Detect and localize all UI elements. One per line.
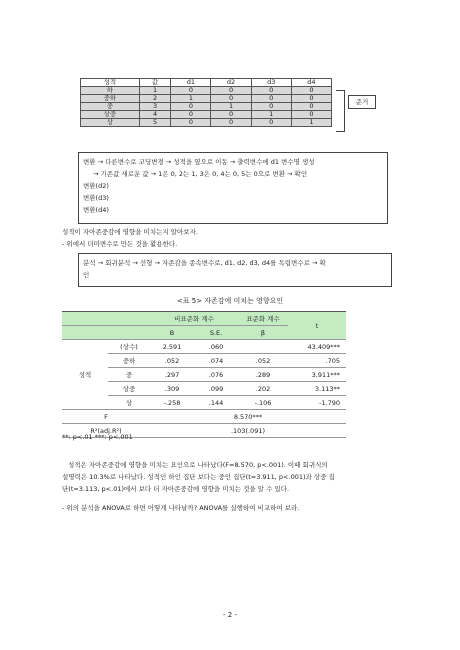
dummy-variable-table [80,78,332,127]
instruction-line: 변환 → 다른변수로 코딩변경 → 성적을 옆으로 이동 → 출력변수에 d1 변수명 생성 [83,158,315,166]
header-cell: B [150,326,194,340]
table-row [62,340,346,354]
row-label: F [62,410,150,424]
table-cell: 0 [291,111,331,119]
regression-table [62,311,346,438]
table-cell: .144 [194,396,238,410]
reference-label: 준거 [348,95,376,109]
row-label: R²(adj.R²) [62,424,150,438]
table-cell: 1 [251,111,291,119]
table-cell: 5 [139,119,171,127]
row-label: 상 [108,396,150,410]
table-cell: 4 [139,111,171,119]
table-cell: 3.113** [288,382,346,396]
header-cell: t [288,312,346,340]
table-cell: 2.591 [150,340,194,354]
table-row [81,111,332,119]
header-cell: d2 [211,79,251,87]
instruction-line: 변환(d3) [83,194,109,202]
table-cell: 중하 [81,95,140,103]
table-cell: 2 [139,95,171,103]
header-cell: d3 [251,79,291,87]
instruction-line: 인 [83,271,90,279]
interpretation-text [62,459,402,495]
table-cell: 중 [81,103,140,111]
table-cell: 0 [211,95,251,103]
table-cell: 0 [251,87,291,95]
table-header-row [62,312,346,326]
table-cell: .705 [288,354,346,368]
table-cell: -.106 [238,396,288,410]
row-label: (상수) [108,340,150,354]
table-cell: 8.570*** [150,410,346,424]
table-row [81,95,332,103]
header-cell: d4 [291,79,331,87]
instruction-line: → 기존값 새로운 값 → 1은 0, 2는 1, 3은 0, 4는 0, 5는 0으로 변환 → 확인 [93,170,308,178]
table-row [81,87,332,95]
table-caption: <표 5> 자존감에 미치는 영향요인 [176,297,284,305]
table-cell: .289 [238,368,288,382]
row-label: 중 [108,368,150,382]
interpretation-line: 성적은 자아존중감에 영향을 미치는 요인으로 나타났다(F=8.570, p<.001). 이때 회귀식의 [68,461,328,469]
row-label: 중하 [108,354,150,368]
table-cell: .060 [194,340,238,354]
question-text: - 위의 분석을 ANOVA로 하면 어떻게 나타날까? ANOVA를 실행하여 비교하여 보라. [62,504,300,512]
table-cell: 1 [171,95,211,103]
table-cell: 1 [291,119,331,127]
table-row [81,119,332,127]
table-cell: -1.790 [288,396,346,410]
intro-line: 성적이 자아존중감에 영향을 미치는지 알아보자. [62,228,198,236]
table-cell: 0 [171,111,211,119]
header-cell: 성적 [81,79,140,87]
table-cell: 0 [291,103,331,111]
header-cell: β [238,326,288,340]
table-cell: .103(.091) [150,424,346,438]
interpretation-line: 단(t=3.113, p<.01)에서 보다 더 자아존중감에 영향을 미치는 것을 알 수 있다. [62,485,290,493]
table-cell: 3.911*** [288,368,346,382]
table-cell: .074 [194,354,238,368]
intro-text [62,226,198,250]
table-cell: .099 [194,382,238,396]
instruction-line: 분석 → 회귀분석 → 선형 → 자존감을 종속변수로, d1, d2, d3, d4를 독립변수로 → 확 [83,259,326,267]
table-cell: 1 [211,103,251,111]
header-cell: 값 [139,79,171,87]
header-cell [62,326,150,340]
table-cell: 0 [211,119,251,127]
header-cell: S.E. [194,326,238,340]
table-cell: .052 [238,354,288,368]
table-cell: 0 [251,103,291,111]
page-number: - 2 - [223,611,237,619]
table-cell: 0 [171,103,211,111]
row-label: 상중 [108,382,150,396]
table-note: **: p<.01 ***: p<.001 [62,433,133,441]
table-cell: 0 [171,87,211,95]
table-cell: .202 [238,382,288,396]
reference-bracket [336,90,345,132]
instruction-line: 변환(d4) [83,206,109,214]
table-cell: 0 [171,119,211,127]
table-cell: 0 [251,119,291,127]
table-cell: 43.409*** [288,340,346,354]
table-cell: 상 [81,119,140,127]
table-cell: 1 [139,87,171,95]
table-cell: 하 [81,87,140,95]
recode-instructions-box [78,152,388,224]
group-label: 성적 [62,340,108,410]
table-cell: 0 [291,87,331,95]
table-cell: .052 [150,354,194,368]
table-cell: 0 [211,87,251,95]
table-cell: 3 [139,103,171,111]
table-cell: .309 [150,382,194,396]
table-row [81,103,332,111]
table-cell: 0 [251,95,291,103]
table-cell: .076 [194,368,238,382]
table-cell: .297 [150,368,194,382]
table-row [62,410,346,424]
header-cell: 비표준화 계수 [150,312,238,326]
table-cell: -.258 [150,396,194,410]
table-cell [238,340,288,354]
intro-line: - 위에서 더미변수로 만든 것을 활용한다. [62,240,178,248]
interpretation-line: 설명력은 10.3%로 나타났다. 성적인 하인 집단 보다는 중인 집단(t=3.911, p<.001)과 상중 집 [62,473,335,481]
header-cell: d1 [171,79,211,87]
header-cell: 표준화 계수 [238,312,288,326]
table-cell: 0 [211,111,251,119]
instruction-line: 변환(d2) [83,182,109,190]
header-cell [62,312,150,326]
table-cell: 0 [291,95,331,103]
regression-instructions-box [78,253,392,287]
table-cell: 상중 [81,111,140,119]
